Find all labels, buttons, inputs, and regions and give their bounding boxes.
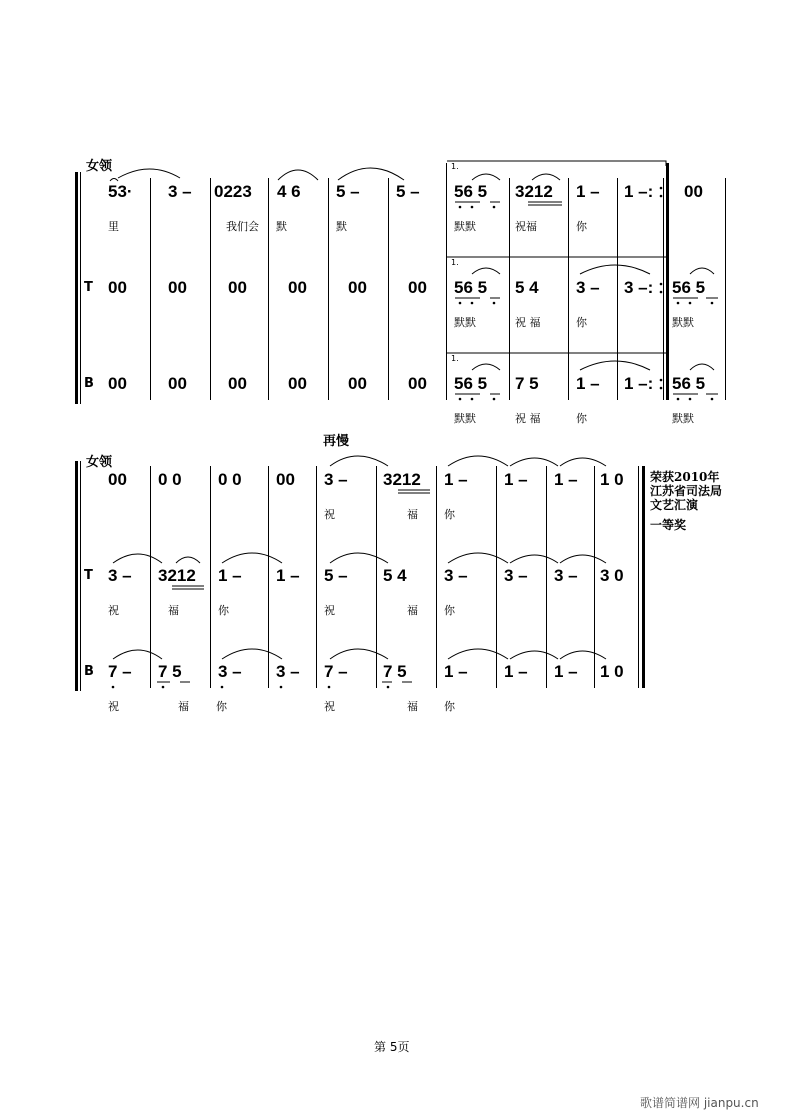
volta-number: 1. [451, 258, 459, 267]
note: 4 6 [277, 182, 301, 201]
voice-label-lead: 女领 [86, 159, 113, 174]
note: 00 [288, 374, 307, 393]
lyric: 默默 [454, 220, 476, 233]
note: 56 5 [672, 374, 706, 393]
note: 0223 [214, 182, 252, 201]
note: 1 –: [624, 182, 654, 201]
note: 3 – [554, 566, 578, 585]
note: 56 5 [454, 182, 488, 201]
lyric: 福 [407, 604, 418, 617]
note: 00 [108, 470, 127, 489]
volta-number: 1. [451, 162, 459, 171]
note: 5 4 [515, 278, 539, 297]
note: 00 [168, 374, 187, 393]
note: 00 [228, 374, 247, 393]
watermark: 歌谱简谱网 jianpu.cn [640, 1096, 759, 1110]
note: 3 – [324, 470, 348, 489]
award-line: 江苏省司法局 [650, 484, 723, 498]
note: 3 – [444, 566, 468, 585]
lyric: 默 [276, 220, 287, 233]
note: 0 0 [158, 470, 182, 489]
note: 1 – [218, 566, 242, 585]
note: 00 [408, 278, 427, 297]
lyric: 祝 [108, 700, 119, 713]
voice-label-lead: 女领 [86, 455, 113, 470]
lyric: 祝 福 [515, 316, 541, 329]
note: 5 4 [383, 566, 407, 585]
lyric: 你 [576, 220, 587, 233]
page-number: 第 5页 [374, 1040, 410, 1054]
volta-number: 1. [451, 354, 459, 363]
voice-label-tenor: T [84, 568, 93, 583]
lyric: 祝 [108, 604, 119, 617]
award-note [650, 470, 722, 532]
lyric: 福 [168, 604, 179, 617]
note: 00 [348, 278, 367, 297]
lyric: 默默 [454, 316, 476, 329]
note: 7 – [324, 662, 348, 681]
note: 00 [168, 278, 187, 297]
note: 5 – [336, 182, 360, 201]
note: 7 5 [383, 662, 407, 681]
note: 3 – [276, 662, 300, 681]
note: 1 – [504, 662, 528, 681]
lyric: 祝福 [515, 220, 537, 233]
lyric: 你 [444, 508, 455, 521]
note: 1 – [276, 566, 300, 585]
note: 7 5 [158, 662, 182, 681]
note: 3 – [218, 662, 242, 681]
note: 00 [408, 374, 427, 393]
lyric: 祝 [324, 508, 335, 521]
lyric: 福 [407, 508, 418, 521]
award-line: 一等奖 [650, 518, 687, 532]
lyric: 你 [444, 604, 455, 617]
note: 3 –: [624, 278, 654, 297]
voice-label-tenor: T [84, 280, 93, 295]
note: 3 – [504, 566, 528, 585]
lyric: 默默 [672, 316, 694, 329]
note: 3212 [158, 566, 196, 585]
note: 3212 [383, 470, 421, 489]
note: 1 0 [600, 662, 624, 681]
note: 1 – [444, 470, 468, 489]
note: 3 – [108, 566, 132, 585]
note: 00 [108, 278, 127, 297]
note: 56 5 [454, 374, 488, 393]
lyric: 你 [218, 604, 229, 617]
lyric: 祝 福 [515, 412, 541, 425]
lyric: 默默 [672, 412, 694, 425]
note: 56 5 [672, 278, 706, 297]
note: 00 [684, 182, 703, 201]
note: 5 – [324, 566, 348, 585]
note: 00 [288, 278, 307, 297]
note: 5 – [396, 182, 420, 201]
note: 1 – [576, 182, 600, 201]
lyric: 福 [407, 700, 418, 713]
note: 7 – [108, 662, 132, 681]
voice-label-bass: B [84, 664, 94, 679]
note: 0 0 [218, 470, 242, 489]
lyric: 默默 [454, 412, 476, 425]
note: 00 [108, 374, 127, 393]
award-line: 文艺汇演 [650, 498, 699, 512]
lyric: 你 [216, 700, 227, 713]
lyric: 福 [178, 700, 189, 713]
note: 53· [108, 182, 133, 201]
note: 1 – [554, 470, 578, 489]
note: 3212 [515, 182, 553, 201]
note: 3 – [576, 278, 600, 297]
note: 1 –: [624, 374, 654, 393]
note: 00 [276, 470, 295, 489]
tempo-marking: 再慢 [323, 434, 350, 449]
lyric: 祝 [324, 700, 335, 713]
award-line: 荣获2010年 [650, 470, 720, 484]
note: 56 5 [454, 278, 488, 297]
lyric: 里 [108, 220, 119, 233]
lyric: 你 [576, 412, 587, 425]
note: 1 – [504, 470, 528, 489]
note: 3 – [168, 182, 192, 201]
lyric: 祝 [324, 604, 335, 617]
note: 1 – [444, 662, 468, 681]
note: 1 – [576, 374, 600, 393]
note: 3 0 [600, 566, 624, 585]
note: 7 5 [515, 374, 539, 393]
lyric: 你 [444, 700, 455, 713]
note: 1 0 [600, 470, 624, 489]
note: 1 – [554, 662, 578, 681]
note: 00 [228, 278, 247, 297]
voice-label-bass: B [84, 376, 94, 391]
lyric: 默 [336, 220, 347, 233]
note: 00 [348, 374, 367, 393]
lyric: 我们会 [226, 220, 259, 233]
lyric: 你 [576, 316, 587, 329]
